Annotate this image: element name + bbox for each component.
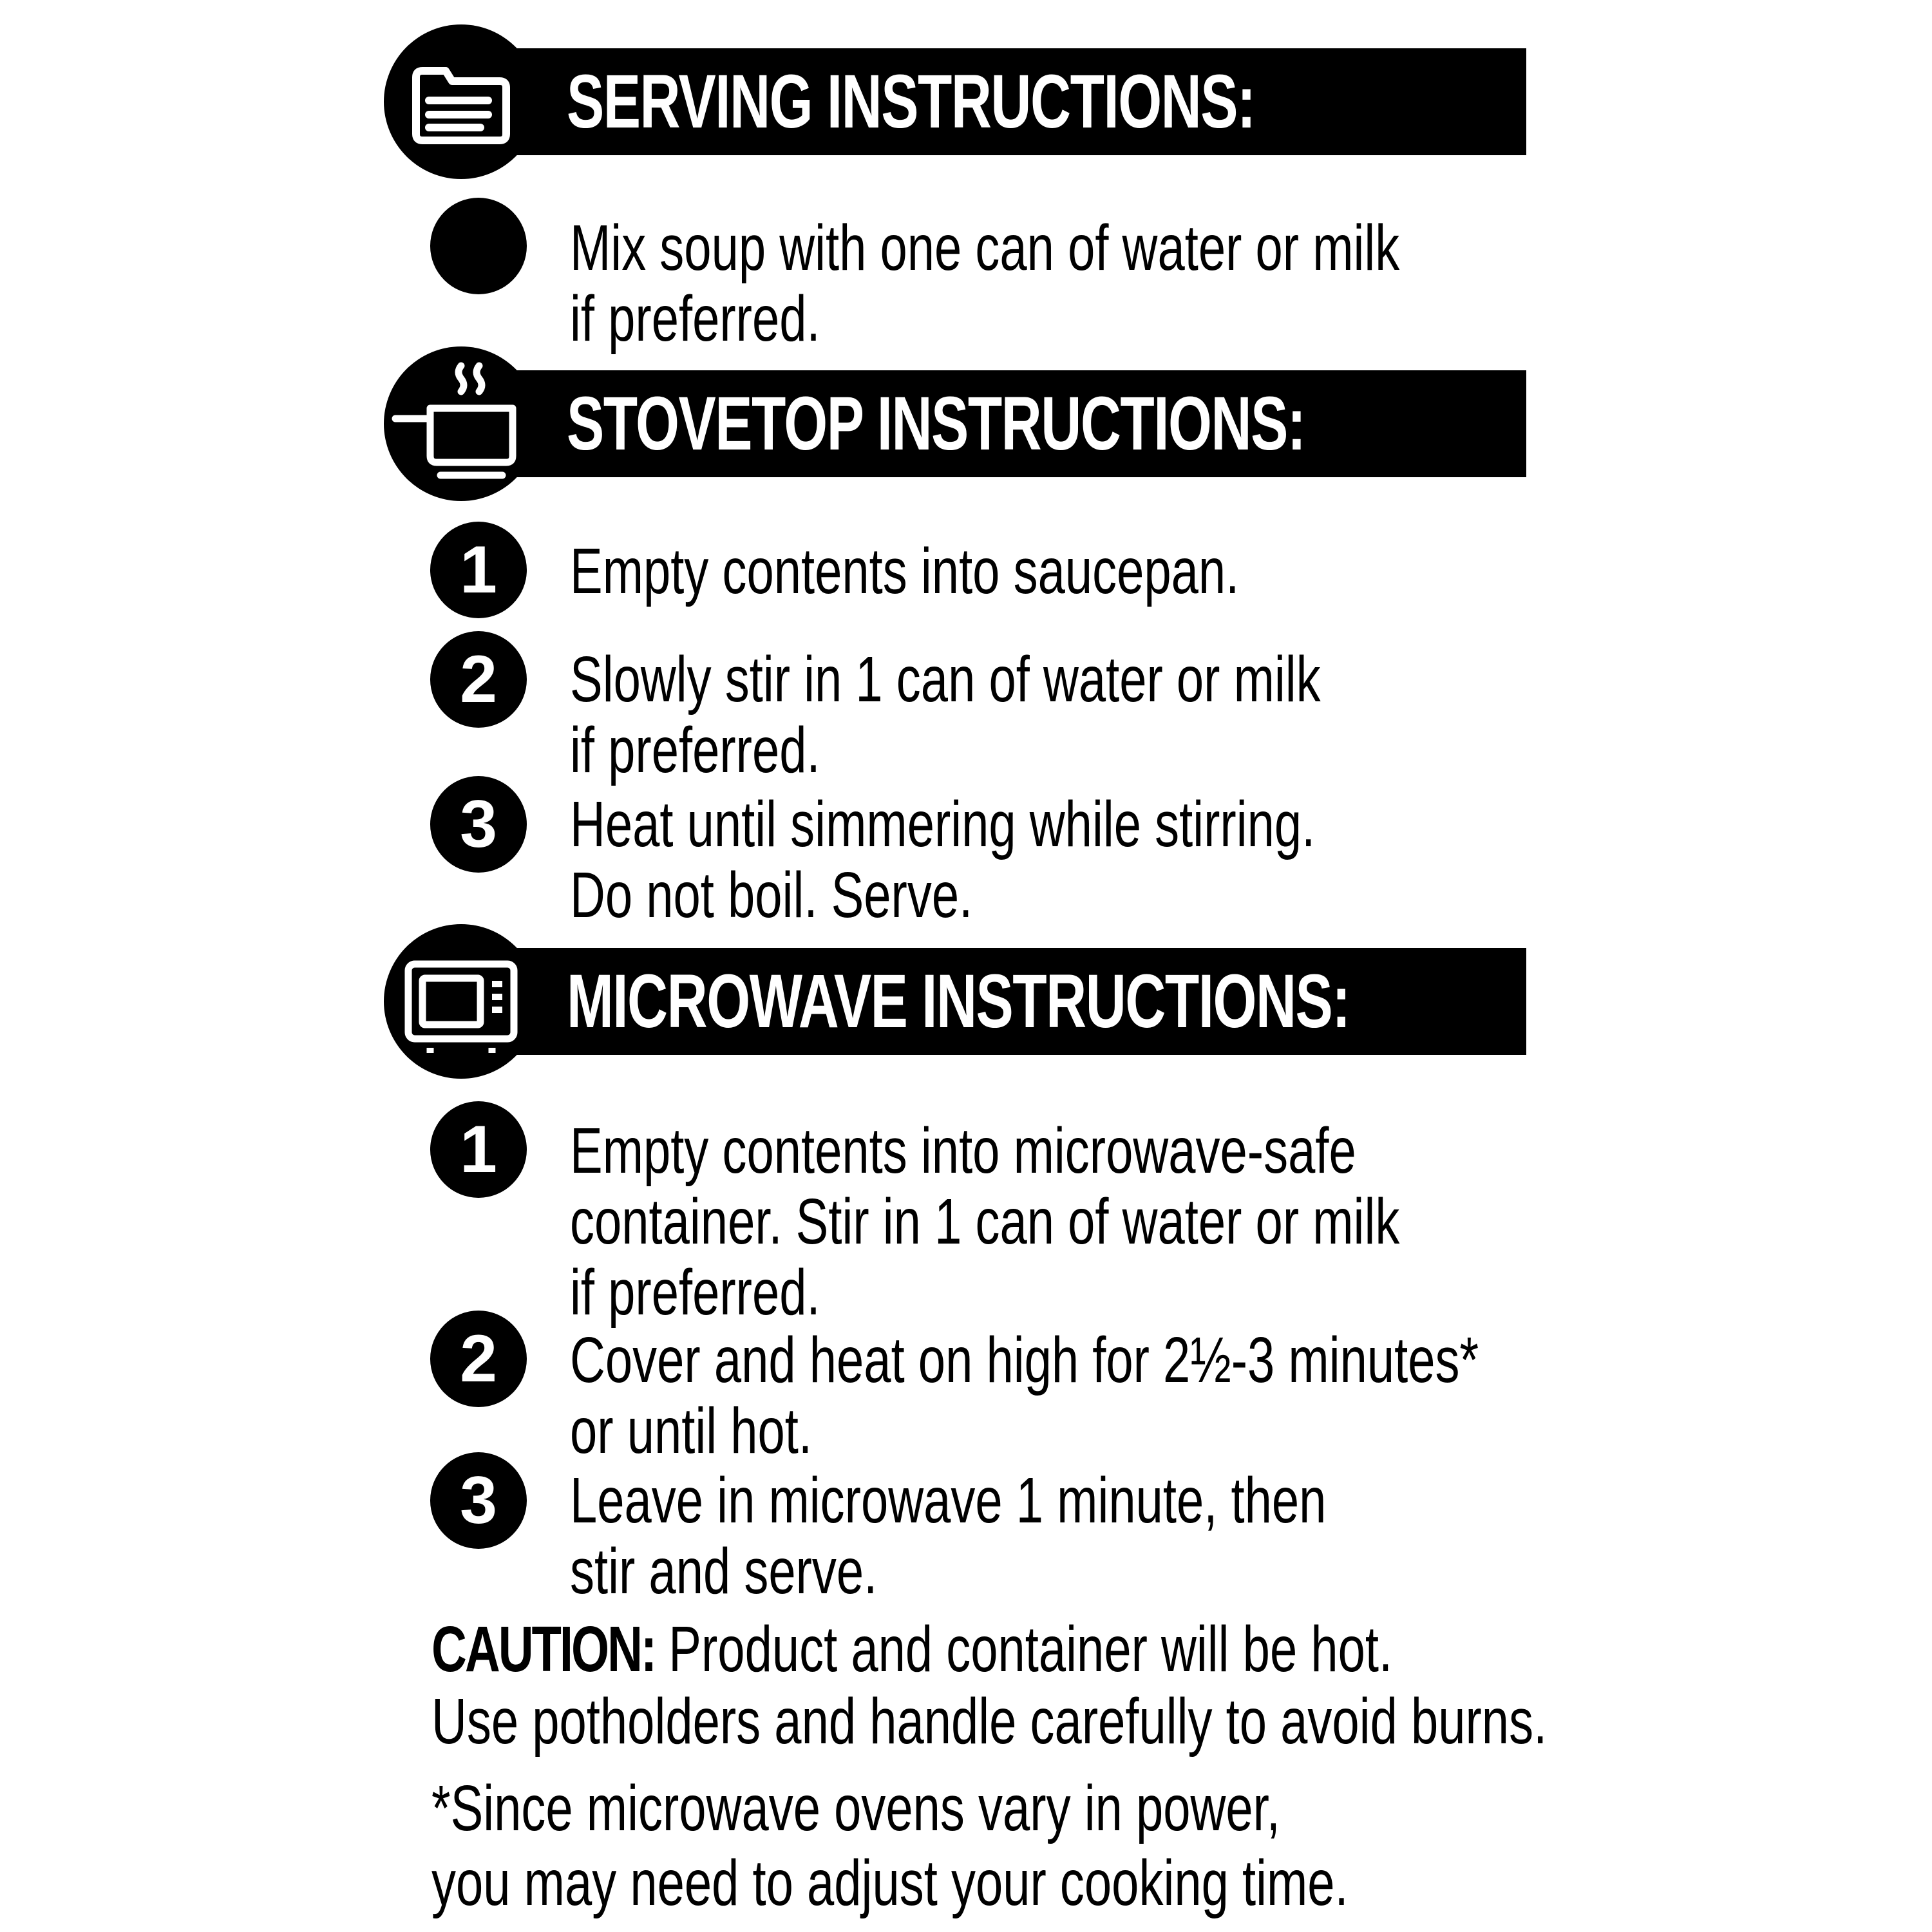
step-line: if preferred. (570, 1256, 820, 1329)
stovetop-header-badge (384, 346, 538, 501)
step-line: if preferred. (570, 714, 820, 786)
footnote-block (431, 1771, 1349, 1920)
step-line: Do not boil. Serve. (570, 859, 973, 931)
serving-bullet (430, 198, 527, 294)
stovetop-step-3-bullet: 3 (430, 776, 527, 873)
caution-text: Product and container will be hot. (655, 1613, 1393, 1685)
microwave-step-2-bullet: 2 (430, 1311, 527, 1407)
serving-step-text (570, 213, 1399, 354)
microwave-step-2-text (570, 1325, 1479, 1466)
stovetop-step-2-text (570, 644, 1321, 786)
step-line: stir and serve. (570, 1535, 878, 1607)
stovetop-step-2-bullet: 2 (430, 631, 527, 728)
stovetop-step-1-bullet: 1 (430, 522, 527, 618)
bowl-icon (384, 24, 538, 179)
step-line: Cover and heat on high for 2½-3 minutes* (570, 1324, 1479, 1396)
microwave-heading: MICROWAVE INSTRUCTIONS: (567, 959, 1350, 1044)
stovetop-heading: STOVETOP INSTRUCTIONS: (567, 381, 1305, 466)
saucepan-icon (384, 346, 538, 501)
microwave-icon (384, 924, 538, 1079)
serving-heading: SERVING INSTRUCTIONS: (567, 59, 1255, 144)
microwave-step-3-text (570, 1465, 1326, 1607)
footnote-line-1: *Since microwave ovens vary in power, (431, 1772, 1280, 1844)
serving-header-badge (384, 24, 538, 179)
step-line: Leave in microwave 1 minute, then (570, 1464, 1327, 1537)
microwave-step-3-bullet: 3 (430, 1452, 527, 1549)
step-line: Empty contents into saucepan. (570, 535, 1240, 607)
caution-line-1 (431, 1613, 1547, 1685)
step-line: container. Stir in 1 can of water or milk (570, 1186, 1400, 1258)
caution-line-2: Use potholders and handle carefully to avoid burns. (431, 1685, 1548, 1757)
step-line: Heat until simmering while stirring. (570, 788, 1316, 860)
microwave-step-1-text (570, 1115, 1399, 1328)
step-line: Empty contents into microwave-safe (570, 1115, 1356, 1187)
microwave-header-badge (384, 924, 538, 1079)
stovetop-step-3-text (570, 789, 1315, 931)
step-line: if preferred. (570, 283, 820, 355)
microwave-step-1-bullet: 1 (430, 1101, 527, 1198)
footnote-line-2: you may need to adjust your cooking time. (431, 1847, 1349, 1919)
caution-block (431, 1613, 1547, 1757)
step-line: Mix soup with one can of water or milk (570, 212, 1400, 284)
caution-label: CAUTION: (431, 1613, 656, 1685)
stovetop-step-1-text (570, 536, 1239, 607)
step-line: Slowly stir in 1 can of water or milk (570, 643, 1321, 715)
step-line: or until hot. (570, 1395, 812, 1467)
